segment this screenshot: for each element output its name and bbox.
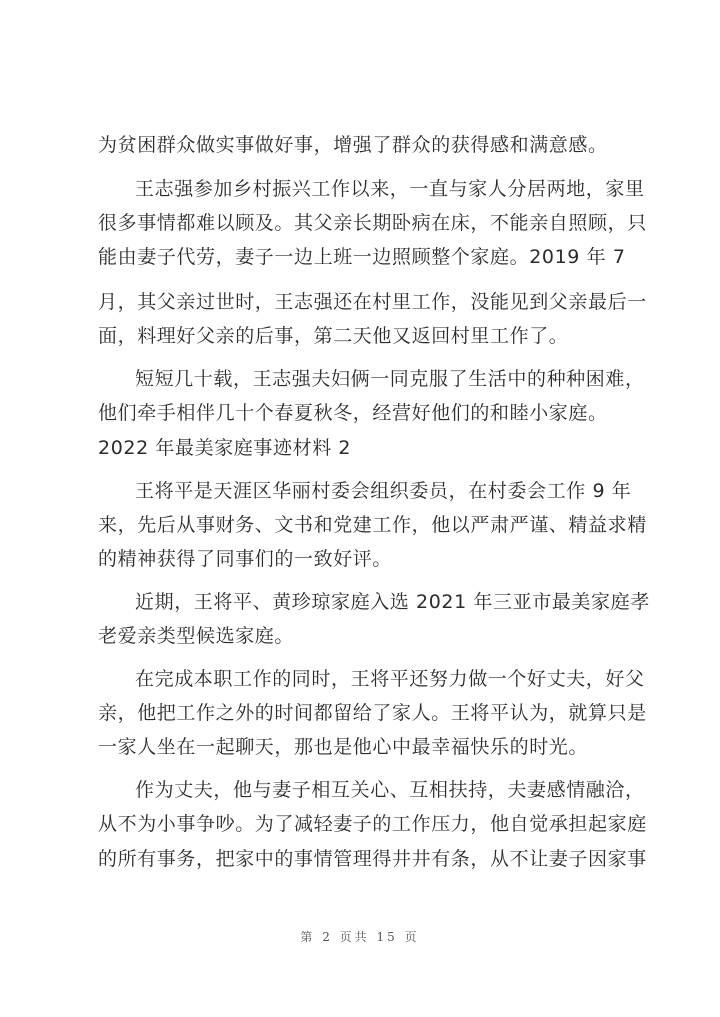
paragraph-line: 亲，他把工作之外的时间都留给了家人。王将平认为，就算只是 — [98, 702, 647, 724]
paragraph-line: 来，先后从事财务、文书和党建工作，他以严肃严谨、精益求精 — [98, 514, 647, 536]
paragraph-line: 近期，王将平、黄珍琼家庭入选 2021 年三亚市最美家庭孝 — [135, 591, 650, 613]
paragraph-line: 为贫困群众做实事做好事，增强了群众的获得感和满意感。 — [98, 134, 608, 156]
paragraph-line: 很多事情都难以顾及。其父亲长期卧病在床，不能亲自照顾，只 — [98, 212, 647, 234]
paragraph-line: 月，其父亲过世时，王志强还在村里工作，没能见到父亲最后一 — [98, 291, 647, 313]
paragraph-line: 他们牵手相伴几十个春夏秋冬，经营好他们的和睦小家庭。 — [98, 402, 608, 424]
paragraph-line: 短短几十载，王志强夫妇俩一同克服了生活中的种种困难， — [135, 368, 645, 390]
paragraph-line: 面，料理好父亲的后事，第二天他又返回村里工作了。 — [98, 325, 569, 347]
paragraph-line: 能由妻子代劳，妻子一边上班一边照顾整个家庭。2019 年 7 — [98, 246, 626, 268]
paragraph-line: 从不为小事争吵。为了减轻妻子的工作压力，他自觉承担起家庭 — [98, 813, 647, 835]
paragraph-line: 王志强参加乡村振兴工作以来，一直与家人分居两地，家里 — [135, 178, 645, 200]
paragraph-line: 在完成本职工作的同时，王将平还努力做一个好丈夫，好父 — [135, 668, 645, 690]
paragraph-line: 的所有事务，把家中的事情管理得井井有条，从不让妻子因家事 — [98, 848, 647, 870]
paragraph-line: 一家人坐在一起聊天，那也是他心中最幸福快乐的时光。 — [98, 736, 589, 758]
paragraph-line: 作为丈夫，他与妻子相互关心、互相扶持，夫妻感情融洽， — [135, 779, 645, 801]
page-number-footer: 第 2 页共 15 页 — [300, 930, 420, 944]
section-heading: 2022 年最美家庭事迹材料 2 — [98, 437, 352, 459]
paragraph-line: 老爱亲类型候选家庭。 — [98, 625, 295, 647]
paragraph-line: 王将平是天涯区华丽村委会组织委员，在村委会工作 9 年 — [135, 480, 632, 502]
paragraph-line: 的精神获得了同事们的一致好评。 — [98, 548, 393, 570]
